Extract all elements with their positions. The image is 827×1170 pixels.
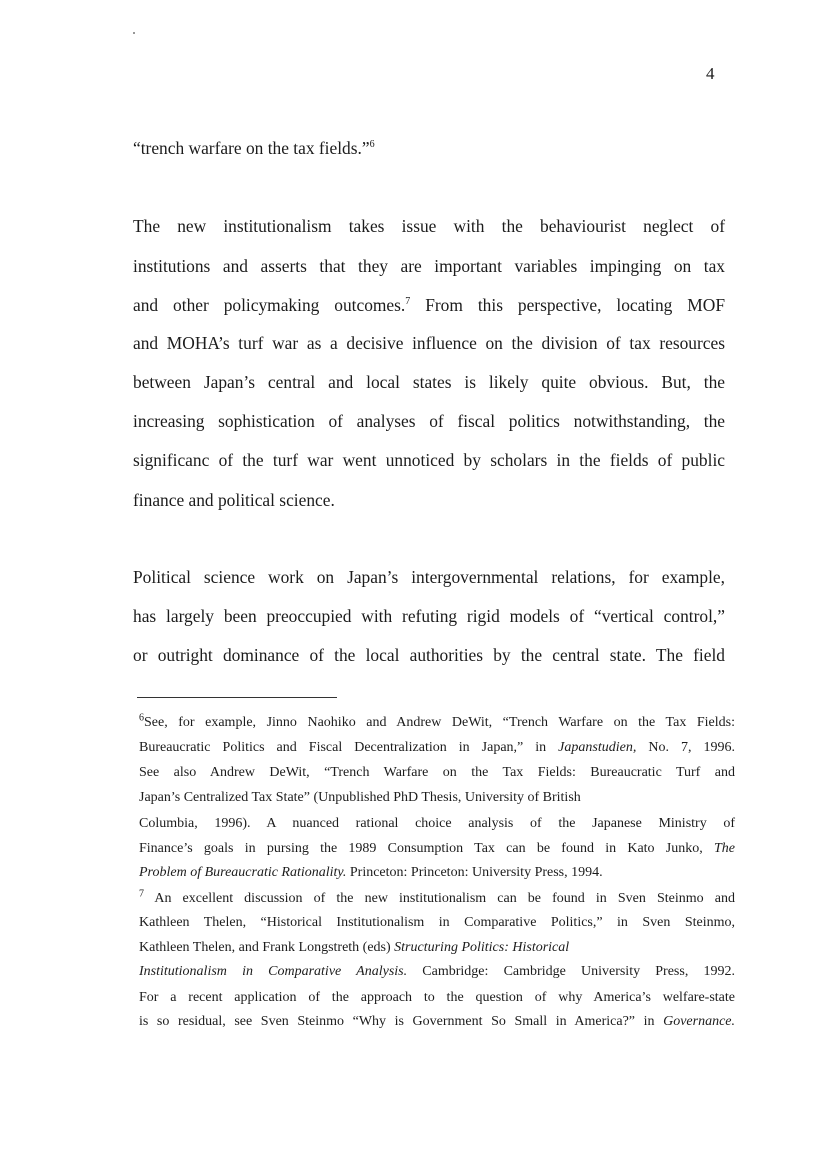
- body-text-line: [133, 490, 725, 510]
- text-run: For a recent application of the approach to the question of why America’s welfare-state: [139, 990, 735, 1005]
- footnote-line: [139, 963, 735, 980]
- italic-text: Problem of Bureaucratic Rationality.: [139, 865, 347, 880]
- text-run: increasing sophistication of analyses of fiscal politics notwithstanding, the: [133, 411, 725, 431]
- text-run: The new institutionalism takes issue with the behaviourist neglect of: [133, 216, 725, 236]
- footnote-line: [139, 714, 735, 731]
- text-run: is so residual, see Sven Steinmo “Why is Government So Small in America?” in: [139, 1014, 664, 1029]
- italic-text: The: [714, 841, 735, 856]
- text-run: between Japan’s central and local states is likely quite obvious. But, the: [133, 372, 725, 392]
- body-text-line: [133, 567, 725, 587]
- text-run: Princeton: Princeton: University Press, 1994.: [346, 865, 603, 880]
- body-text-line: [133, 138, 725, 158]
- text-run: institutions and asserts that they are important variables impinging on tax: [133, 256, 725, 276]
- scan-speck: [133, 32, 135, 34]
- footnote-line: [139, 764, 735, 781]
- text-run: and MOHA’s turf war as a decisive influence on the division of tax resources: [133, 333, 725, 353]
- footnote-line: [139, 864, 735, 881]
- text-run: Columbia, 1996). A nuanced rational choice analysis of the Japanese Ministry of: [139, 816, 735, 831]
- text-run: has largely been preoccupied with refuting rigid models of “vertical control,”: [133, 606, 725, 626]
- text-run: and other policymaking outcomes.: [133, 295, 406, 315]
- footnote-marker: 6: [369, 139, 375, 151]
- footnote-line: [139, 989, 735, 1006]
- text-run: finance and political science.: [133, 490, 335, 510]
- body-text-line: [133, 411, 725, 431]
- footnote-line: [139, 939, 735, 956]
- page-number: 4: [706, 64, 715, 83]
- body-text-line: [133, 256, 725, 276]
- text-run: Japan’s Centralized Tax State” (Unpublished PhD Thesis, University of British: [139, 790, 581, 805]
- text-run: No. 7, 1996.: [636, 740, 735, 755]
- footnote-line: [139, 1013, 735, 1030]
- text-run: significanc of the turf war went unnoticed by scholars in the fields of public: [133, 450, 725, 470]
- body-text-line: [133, 645, 725, 665]
- text-run: See, for example, Jinno Naohiko and Andrew DeWit, “Trench Warfare on the Tax Fields:: [144, 715, 735, 730]
- italic-text: Structuring Politics: Historical: [394, 940, 570, 955]
- text-run: An excellent discussion of the new institutionalism can be found in Sven Steinmo and: [144, 891, 735, 906]
- text-run: From this perspective, locating MOF: [410, 295, 726, 315]
- italic-text: Institutionalism in Comparative Analysis.: [139, 964, 408, 979]
- text-run: Kathleen Thelen, and Frank Longstreth (eds): [139, 940, 395, 955]
- footnote-line: [139, 815, 735, 832]
- footnote-line: [139, 890, 735, 907]
- text-run: Cambridge: Cambridge University Press, 1992.: [407, 964, 735, 979]
- footnote-line: [139, 840, 735, 857]
- body-text-line: [133, 606, 725, 626]
- text-run: See also Andrew DeWit, “Trench Warfare on the Tax Fields: Bureaucratic Turf and: [139, 765, 735, 780]
- footnote-line: [139, 789, 735, 806]
- italic-text: Governance.: [663, 1014, 735, 1029]
- text-run: Bureaucratic Politics and Fiscal Decentralization in Japan,” in: [139, 740, 559, 755]
- text-run: Political science work on Japan’s intergovernmental relations, for example,: [133, 567, 725, 587]
- footnote-marker: 7: [139, 888, 144, 900]
- text-run: Finance’s goals in pursing the 1989 Consumption Tax can be found in Kato Junko,: [139, 841, 714, 856]
- footnote-line: [139, 739, 735, 756]
- text-run: “trench warfare on the tax fields.”: [133, 138, 370, 158]
- text-run: or outright dominance of the local authorities by the central state. The field: [133, 645, 725, 665]
- body-text-line: [133, 333, 725, 353]
- footnote-separator: [137, 697, 337, 698]
- footnote-marker: 7: [405, 296, 411, 308]
- text-run: Kathleen Thelen, “Historical Institutionalism in Comparative Politics,” in Sven Steinmo,: [139, 915, 735, 930]
- body-text-line: [133, 372, 725, 392]
- body-text-line: [133, 295, 725, 315]
- body-text-line: [133, 450, 725, 470]
- italic-text: Japanstudien,: [558, 740, 637, 755]
- footnote-line: [139, 914, 735, 931]
- footnote-marker: 6: [139, 712, 144, 724]
- body-text-line: [133, 216, 725, 236]
